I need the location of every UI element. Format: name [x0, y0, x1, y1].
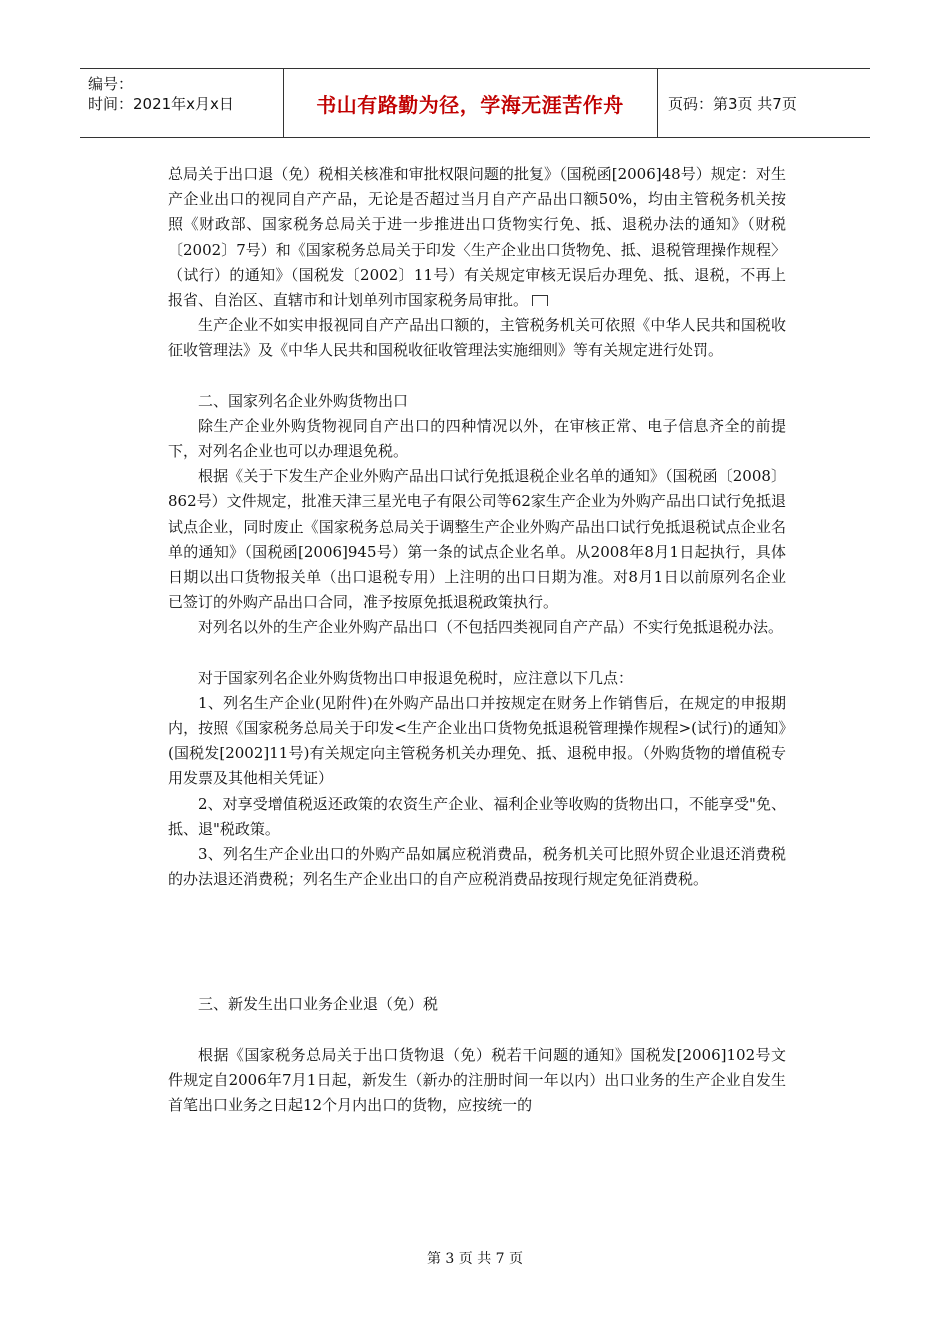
paragraph: 对列名以外的生产企业外购产品出口（不包括四类视同自产产品）不实行免抵退税办法。 [198, 618, 784, 637]
page-footer: 第 3 页 共 7 页 [426, 1251, 524, 1267]
return-mark-icon [532, 295, 548, 306]
section-heading: 三、新发生出口业务企业退（免）税 [198, 995, 439, 1014]
section-heading: 二、国家列名企业外购货物出口 [198, 391, 409, 410]
number-label: 编号： [88, 75, 134, 93]
time-label: 时间：2021年x月x日 [88, 95, 234, 113]
header-motto: 书山有路勤为径，学海无涯苦作舟 [316, 92, 624, 117]
paragraph: 对于国家列名企业外购货物出口申报退免税时，应注意以下几点： [198, 668, 634, 687]
page-header [80, 68, 870, 138]
paragraph: 总局关于出口退（免）税相关核准和审批权限问题的批复》（国税函[2006]48号）规定：对生产企业出口的视同自产产品，无论是否超过当月自产产品出口额50%，均由主管税务机关按照《财政部、国家税务总局关于进一步推进出口货物实行免、抵、退税办法的通知》（财税〔2002〕7号）和《国家税务总局关于印发〈生产企业出口货物免、抵、退税管理操作规程〉（试行）的通知》（国税发〔2002〕11号）有关规定审核无误后办理免、抵、退税，不再上报省、自治区、直辖市和计划单列市国家税务局审批。 [168, 165, 786, 310]
document-body [168, 162, 786, 1118]
header-divider-right [657, 69, 658, 137]
list-item: 2、对享受增值税返还政策的农资生产企业、福利企业等收购的货物出口，不能享受"免、抵、退"税政策。 [168, 794, 786, 838]
paragraph: 生产企业不如实申报视同自产产品出口额的，主管税务机关可依照《中华人民共和国税收征收管理法》及《中华人民共和国税收征收管理法实施细则》等有关规定进行处罚。 [168, 316, 786, 360]
paragraph: 除生产企业外购货物视同自产出口的四种情况以外，在审核正常、电子信息齐全的前提下，对列名企业也可以办理退免税。 [168, 416, 786, 461]
list-item: 1、列名生产企业(见附件)在外购产品出口并按规定在财务上作销售后，在规定的申报期内，按照《国家税务总局关于印发<生产企业出口货物免抵退税管理操作规程>(试行)的通知》(国税发[2002]11号)有关规定向主管税务机关办理免、抵、退税申报。（外购货物的增值税专用发票及其他相关凭证） [168, 693, 786, 788]
list-item: 3、列名生产企业出口的外购产品如属应税消费品，税务机关可比照外贸企业退还消费税的办法退还消费税；列名生产企业出口的自产应税消费品按现行规定免征消费税。 [168, 845, 786, 889]
paragraph: 根据《关于下发生产企业外购产品出口试行免抵退税企业名单的通知》（国税函〔2008〕862号）文件规定，批准天津三星光电子有限公司等62家生产企业为外购产品出口试行免抵退试点企业，同时废止《国家税务总局关于调整生产企业外购产品出口试行免抵退税试点企业名单的通知》（国税函[2006]945号）第一条的试点企业名单。从2008年8月1日起执行，具体日期以出口货物报关单（出口退税专用）上注明的出口日期为准。对8月1日以前原列名企业已签订的外购产品出口合同，准予按原免抵退税政策执行。 [168, 467, 786, 612]
header-meta [88, 74, 234, 114]
paragraph: 根据《国家税务总局关于出口货物退（免）税若干问题的通知》国税发[2006]102号文件规定自2006年7月1日起，新发生（新办的注册时间一年以内）出口业务的生产企业自发生首笔出口业务之日起12个月内出口的货物，应按统一的 [168, 1045, 786, 1115]
page-code: 页码：第3页 共7页 [668, 94, 797, 113]
